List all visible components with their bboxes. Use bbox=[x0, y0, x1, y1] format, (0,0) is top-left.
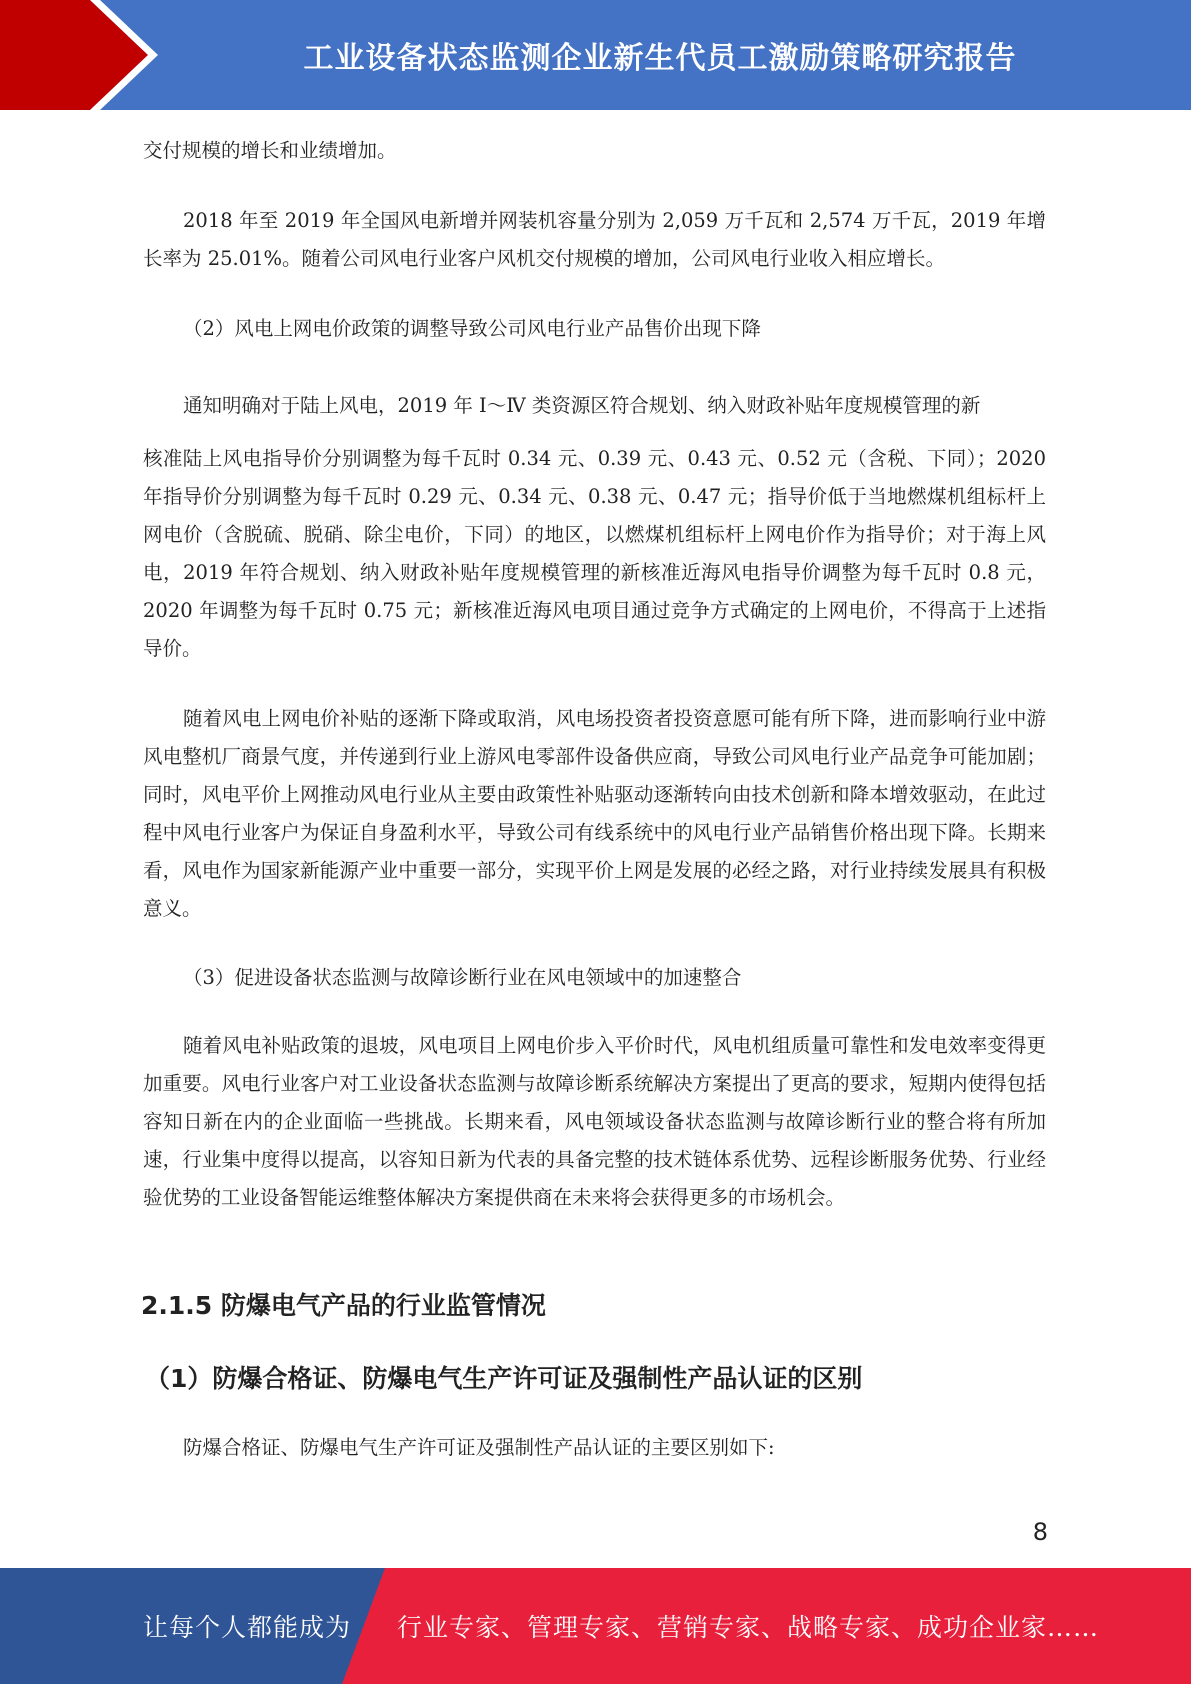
paragraph-continuation: 交付规模的增长和业绩增加。 bbox=[143, 139, 397, 162]
paragraph-wind-capacity: 2018 年至 2019 年全国风电新增并网装机容量分别为 2,059 万千瓦和 2,574 万千瓦，2019 年增长率为 25.01%。随着公司风电行业客户风机交付规模的增加，公司风电行业收入相应增长。 bbox=[143, 209, 1046, 270]
page-number: 8 bbox=[1032, 1518, 1048, 1546]
subheading-price-policy: （2）风电上网电价政策的调整导致公司风电行业产品售价出现下降 bbox=[183, 317, 761, 340]
footer-slogan-left: 让每个人都能成为 bbox=[143, 1613, 352, 1642]
paragraph-subsidy-decline: 随着风电上网电价补贴的逐渐下降或取消，风电场投资者投资意愿可能有所下降，进而影响行业中游风电整机厂商景气度，并传递到行业上游风电零部件设备供应商，导致公司风电行业产品竞争可能加剧；同时，风电平价上网推动风电行业从主要由政策性补贴驱动逐渐转向由技术创新和降本增效驱动，在此过程中风电行业客户为保证自身盈利水平，导致公司有线系统中的风电行业产品销售价格出现下降。长期来看，风电作为国家新能源产业中重要一部分，实现平价上网是发展的必经之路，对行业持续发展具有积极意义。 bbox=[143, 707, 1046, 920]
paragraph-notice-first-line: 通知明确对于陆上风电，2019 年 Ⅰ～Ⅳ 类资源区符合规划、纳入财政补贴年度规模管理的新 bbox=[183, 394, 981, 417]
paragraph-notice-body: 核准陆上风电指导价分别调整为每千瓦时 0.34 元、0.39 元、0.43 元、0.52 元（含税、下同）；2020 年指导价分别调整为每千瓦时 0.29 元、0.34 元、0.38 元、0.47 元；指导价低于当地燃煤机组标杆上网电价（含脱硫、脱硝、除尘电价，下同）的地区，以燃煤机组标杆上网电价作为指导价；对于海上风电，2019 年符合规划、纳入财政补贴年度规模管理的新核准近海风电指导价调整为每千瓦时 0.8 元，2020 年调整为每千瓦时 0.75 元；新核准近海风电项目通过竞争方式确定的上网电价，不得高于上述指导价。 bbox=[143, 447, 1046, 660]
page-header bbox=[0, 0, 1191, 110]
page-footer bbox=[0, 1568, 1191, 1684]
paragraph-differences-intro: 防爆合格证、防爆电气生产许可证及强制性产品认证的主要区别如下: bbox=[183, 1436, 775, 1459]
subsection-heading-1: （1）防爆合格证、防爆电气生产许可证及强制性产品认证的区别 bbox=[145, 1364, 863, 1393]
paragraph-consolidation: 随着风电补贴政策的退坡，风电项目上网电价步入平价时代，风电机组质量可靠性和发电效率变得更加重要。风电行业客户对工业设备状态监测与故障诊断系统解决方案提出了更高的要求，短期内使得包括容知日新在内的企业面临一些挑战。长期来看，风电领域设备状态监测与故障诊断行业的整合将有所加速，行业集中度得以提高，以容知日新为代表的具备完整的技术链体系优势、远程诊断服务优势、行业经验优势的工业设备智能运维整体解决方案提供商在未来将会获得更多的市场机会。 bbox=[143, 1034, 1046, 1209]
subheading-industry-consolidation: （3）促进设备状态监测与故障诊断行业在风电领域中的加速整合 bbox=[183, 966, 742, 989]
header-title: 工业设备状态监测企业新生代员工激励策略研究报告 bbox=[303, 41, 1017, 76]
footer-slogan-right: 行业专家、管理专家、营销专家、战略专家、成功企业家…… bbox=[397, 1613, 1100, 1642]
section-heading-2-1-5: 2.1.5 防爆电气产品的行业监管情况 bbox=[141, 1291, 546, 1320]
